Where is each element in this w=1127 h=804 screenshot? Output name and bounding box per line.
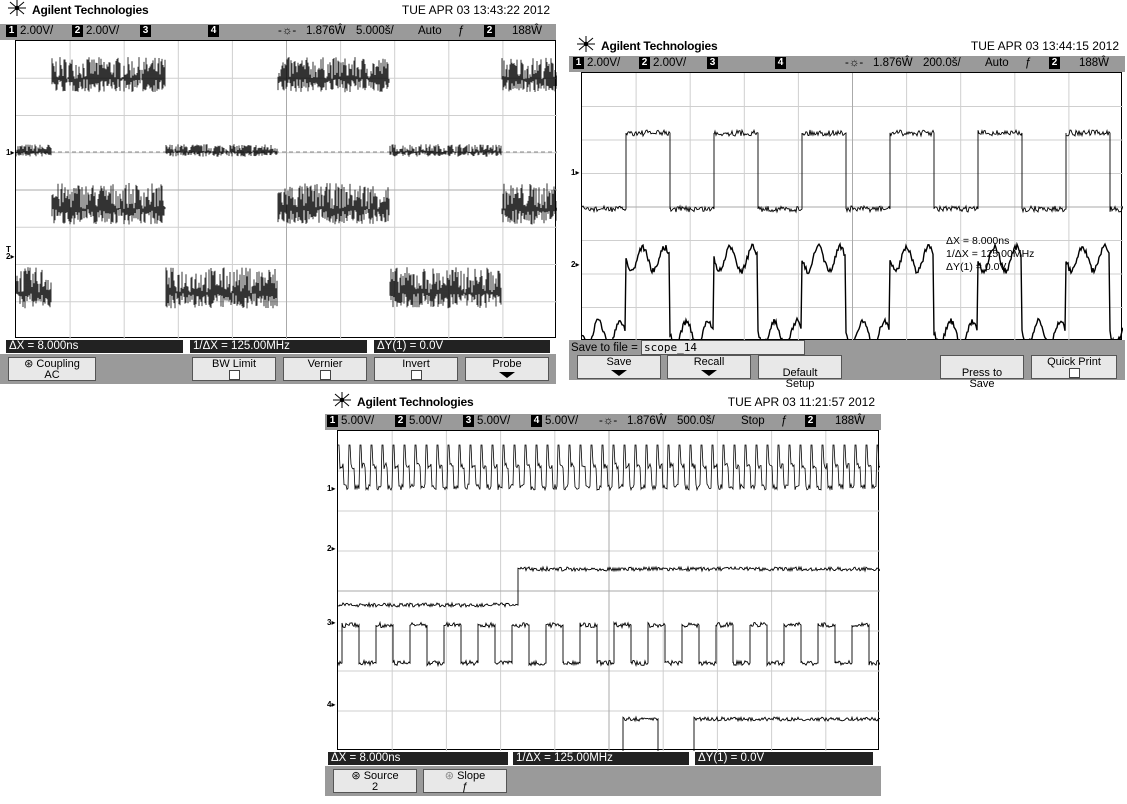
default-setup-softkey[interactable] [758,355,842,390]
ch4-scale: 5.00V/ [545,415,579,427]
trigger-value: 188Ŵ [512,25,543,37]
channel-1-badge: 1 [6,25,17,37]
ch1-scale: 5.00V/ [341,415,375,427]
channel-2-badge: 2 [72,25,83,37]
submenu-arrow-icon [499,372,515,378]
quick-print-softkey[interactable] [1031,355,1117,379]
default-setup-label: Default Setup [782,367,818,390]
press-to-save-label: Press to Save [961,367,1003,390]
ch1-ground-marker: 1▸ [571,168,580,177]
source-value: 2 [371,781,379,793]
source-icon: ⊛ [351,770,361,782]
measurement-bar [0,340,556,354]
ch2-ground-marker: 2▸ [6,252,15,261]
waveform-display [16,41,557,339]
bw-limit-softkey[interactable] [192,357,276,381]
timebase: 5.000š/ [356,25,394,37]
scope-screen-1 [0,0,556,384]
run-mode: Auto [985,57,1009,69]
coupling-softkey[interactable] [8,357,96,381]
title-bar [325,392,881,410]
status-bar [569,56,1125,72]
waveform-display [338,431,880,751]
delta-y-readout: ΔY(1) = 0.0V [695,752,873,765]
trigger-marker: T [6,245,11,254]
timestamp: TUE APR 03 13:44:15 2012 [970,39,1119,53]
softkey-row [569,340,1125,390]
channel-4-badge: 4 [775,57,786,69]
submenu-arrow-icon [701,370,717,376]
ch2-ground-marker: 2▸ [571,260,580,269]
save-label: Save [606,356,632,368]
slope-icon: ƒ [781,415,788,427]
invert-label: Invert [402,358,430,370]
press-to-save-softkey[interactable] [940,355,1024,390]
vernier-label: Vernier [307,358,343,370]
slope-label: Slope [457,770,486,782]
inverse-delta-x-readout: 1/ΔX = 125.00MHz [190,340,367,353]
source-softkey[interactable] [333,769,417,793]
slope-softkey[interactable] [423,769,507,793]
delta-y-readout: ΔY(1) = 0.0V [374,340,550,353]
submenu-arrow-icon [611,370,627,376]
channel-3-badge: 3 [463,415,474,427]
ch2-ground-marker: 2▸ [327,544,336,553]
trigger-icon: -☼- [278,25,297,37]
trigger-level: 1.876Ŵ [306,25,346,37]
title-bar [0,0,556,18]
channel-4-badge: 4 [531,415,542,427]
timebase: 500.0š/ [677,415,715,427]
slope-knob-icon: ⊛ [444,770,454,782]
invert-softkey[interactable] [374,357,458,381]
brand-name: Agilent Technologies [357,395,474,409]
probe-softkey[interactable] [465,357,549,381]
recall-softkey[interactable] [667,355,751,379]
brand-name: Agilent Technologies [601,39,718,53]
channel-3-badge: 3 [140,25,151,37]
waveform-grid [15,40,556,338]
channel-2-badge: 2 [395,415,406,427]
measurement-bar [325,752,881,766]
vernier-softkey[interactable] [283,357,367,381]
softkey-row [0,354,556,384]
ch4-ground-marker: 4▸ [327,700,336,709]
slope-icon: ƒ [458,25,465,37]
bw-limit-label: BW Limit [212,358,256,370]
delta-y-annotation: ΔY(1) = 0.0V [946,261,1007,273]
ch1-ground-marker: 1▸ [6,148,15,157]
channel-1-badge: 1 [327,415,338,427]
waveform-grid [337,430,879,750]
delta-x-readout: ΔX = 8.000ns [328,752,508,765]
delta-x-annotation: ΔX = 8.000ns [946,235,1010,247]
scope-screen-2 [569,36,1125,390]
ch2-scale: 5.00V/ [409,415,443,427]
probe-label: Probe [492,358,522,370]
trigger-source-badge: 2 [484,25,495,37]
trigger-icon: -☼- [599,415,618,427]
ch1-scale: 2.00V/ [20,25,54,37]
cursor-readout [946,235,1034,274]
run-mode: Stop [741,415,765,427]
quick-print-label: Quick Print [1047,356,1101,368]
trigger-level: 1.876Ŵ [627,415,667,427]
delta-x-readout: ΔX = 8.000ns [6,340,183,353]
vernier-checkbox [320,370,331,380]
inverse-delta-x-readout: 1/ΔX = 125.00MHz [513,752,689,765]
status-bar [325,414,881,430]
ch2-scale: 2.00V/ [653,57,687,69]
agilent-logo-icon [331,391,353,409]
coupling-label: Coupling [36,358,80,370]
agilent-logo-icon [6,0,28,17]
trigger-value: 188Ŵ [835,415,866,427]
brand-name: Agilent Technologies [32,3,149,17]
save-to-file-input[interactable]: scope_14 [641,340,805,355]
title-bar [569,36,1125,54]
timestamp: TUE APR 03 11:21:57 2012 [727,395,875,409]
scope-screen-3 [325,392,881,802]
bw-limit-checkbox [229,370,240,380]
channel-3-badge: 3 [707,57,718,69]
timestamp: TUE APR 03 13:43:22 2012 [401,3,550,17]
waveform-display [582,73,1123,341]
ch1-scale: 2.00V/ [587,57,621,69]
source-label: Source [363,770,399,782]
channel-2-badge: 2 [639,57,650,69]
run-mode: Auto [418,25,442,37]
coupling-value: AC [44,369,60,381]
save-softkey[interactable] [577,355,661,379]
slope-value: ƒ [461,781,469,793]
trigger-source-badge: 2 [1049,57,1060,69]
trigger-level: 1.876Ŵ [873,57,913,69]
ch1-ground-marker: 1▸ [327,484,336,493]
ch2-scale: 2.00V/ [86,25,120,37]
quick-print-checkbox [1069,368,1080,378]
ch3-scale: 5.00V/ [477,415,511,427]
recall-label: Recall [693,356,725,368]
timebase: 200.0š/ [923,57,961,69]
coupling-icon: ⊛ [24,358,34,370]
trigger-icon: -☼- [845,57,864,69]
invert-checkbox [411,370,422,380]
status-bar [0,24,556,40]
save-to-file-label: Save to file = [571,342,638,354]
trigger-value: 188Ŵ [1079,57,1110,69]
channel-4-badge: 4 [208,25,219,37]
slope-icon: ƒ [1025,57,1032,69]
ch3-ground-marker: 3▸ [327,618,336,627]
waveform-grid [581,72,1122,340]
channel-1-badge: 1 [573,57,584,69]
inverse-delta-x-annotation: 1/ΔX = 125.00MHz [946,248,1035,260]
softkey-row [325,766,881,796]
agilent-logo-icon [575,35,597,53]
trigger-source-badge: 2 [805,415,816,427]
